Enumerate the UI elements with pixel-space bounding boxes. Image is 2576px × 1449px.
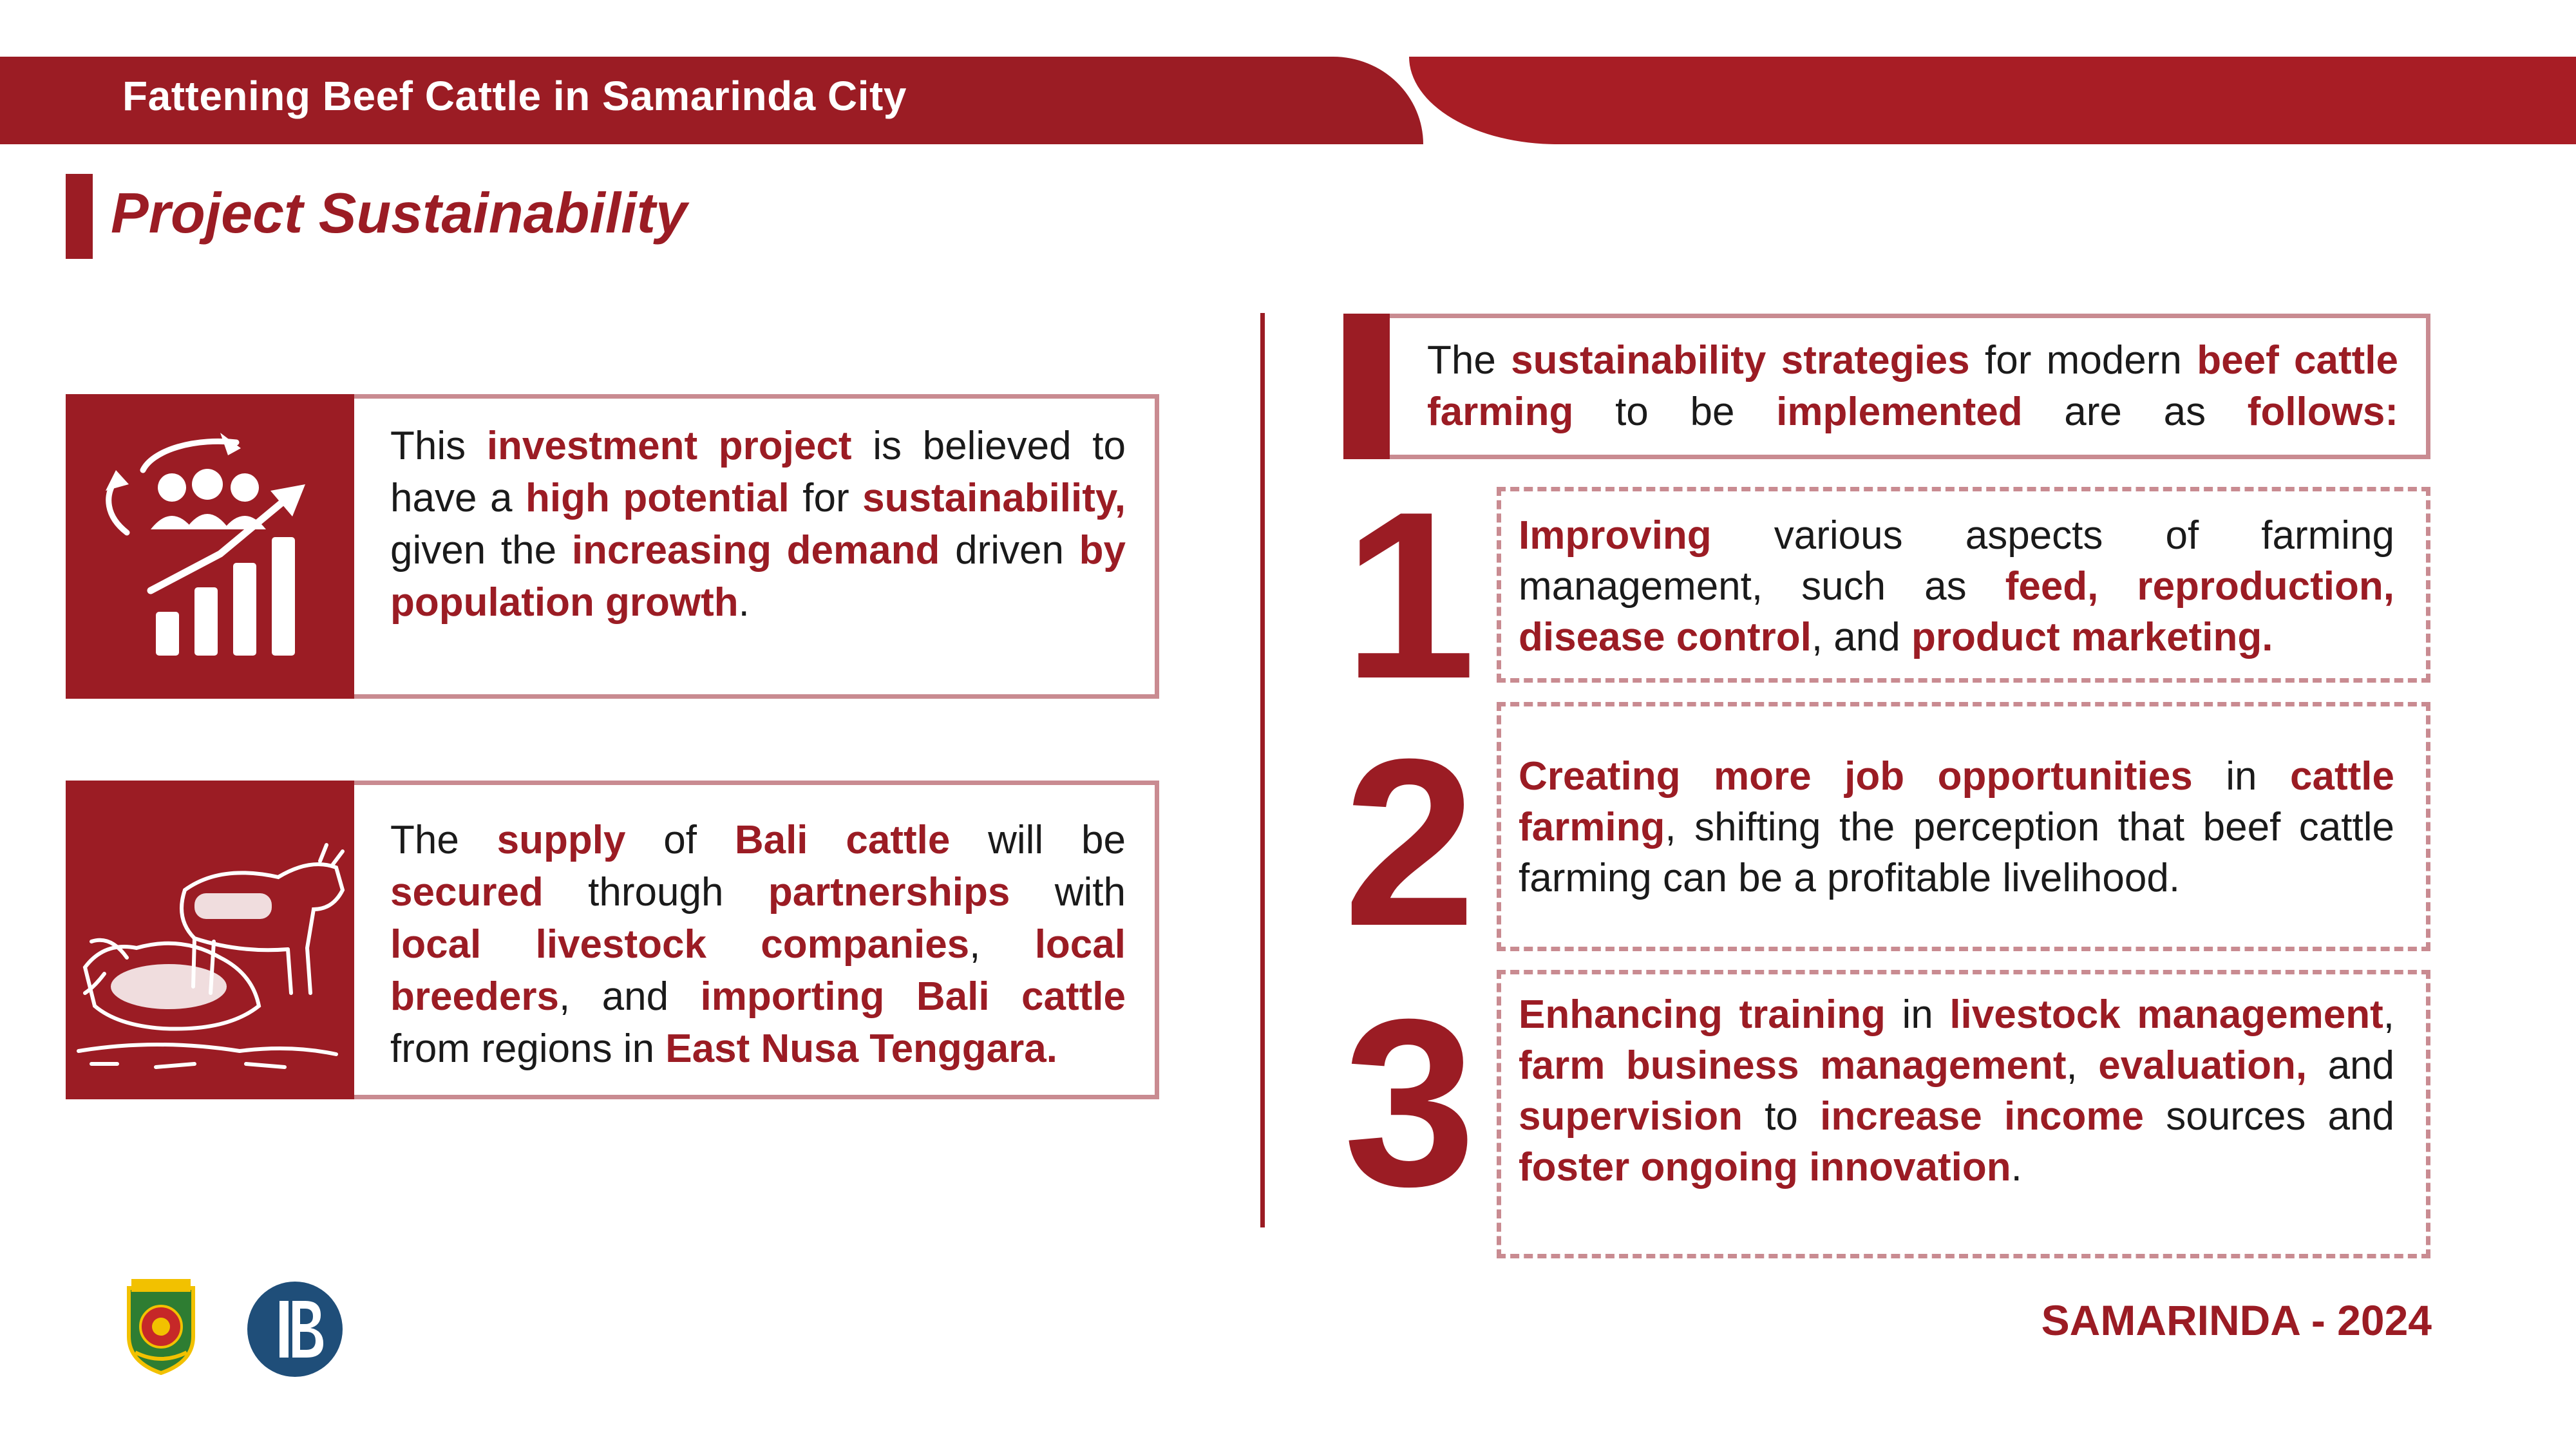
highlight-text: beef cattle farming	[1427, 338, 2399, 434]
body-text: with	[1010, 870, 1126, 914]
body-text: of	[625, 818, 735, 862]
body-text: are as	[2022, 390, 2248, 434]
body-text: .	[2011, 1145, 2022, 1189]
body-text: ,	[2383, 992, 2394, 1037]
highlight-text: increase income	[1820, 1094, 2145, 1139]
body-text: through	[543, 870, 768, 914]
cattle-illustration-icon	[66, 781, 354, 1099]
samarinda-city-emblem-icon	[122, 1275, 200, 1376]
body-text: will be	[950, 818, 1126, 862]
highlight-text: evaluation,	[2098, 1043, 2307, 1088]
body-text: driven	[940, 528, 1079, 573]
icon-panel	[66, 394, 354, 699]
body-text: This	[390, 424, 487, 468]
highlight-text: cattle farming	[1519, 754, 2394, 849]
body-text: to	[1743, 1094, 1821, 1139]
icon-panel	[66, 781, 354, 1099]
highlight-text: increasing demand	[571, 528, 940, 573]
body-text: The	[390, 818, 497, 862]
strategy-text-3	[1519, 989, 2394, 1193]
growth-chart-people-icon	[66, 394, 354, 699]
highlight-text: farm business management	[1519, 1043, 2067, 1088]
body-text: , and	[558, 974, 701, 1019]
highlight-text: supervision	[1519, 1094, 1743, 1139]
strategy-number-3: 3	[1343, 970, 1476, 1236]
highlight-text: follows:	[2247, 390, 2398, 434]
highlight-text: supply	[497, 818, 626, 862]
body-text: , shifting the perception that beef cattle farming can be a profitable livelihood.	[1519, 805, 2394, 900]
highlight-text: Bali cattle	[734, 818, 951, 862]
body-text: .	[738, 580, 750, 625]
body-text: is believed to have a	[390, 424, 1126, 520]
highlight-text: product marketing.	[1911, 615, 2273, 659]
highlight-text: local livestock companies	[390, 922, 970, 967]
strategy-text-2	[1519, 751, 2394, 904]
body-text: in	[1885, 992, 1950, 1037]
section-title-accent	[66, 174, 93, 259]
header-band-right	[1409, 57, 2576, 144]
highlight-text: investment project	[486, 424, 852, 468]
column-divider	[1260, 313, 1265, 1227]
highlight-text: Creating more job opportunities	[1519, 754, 2193, 799]
body-text: given the	[390, 528, 572, 573]
highlight-text: secured	[390, 870, 544, 914]
highlight-text: local breeders	[390, 922, 1126, 1019]
strategies-intro-text	[1427, 335, 2398, 438]
highlight-text: sustainability strategies	[1511, 338, 1970, 383]
footer-location-year: SAMARINDA - 2024	[2041, 1296, 2432, 1344]
body-text: and	[2307, 1043, 2395, 1088]
highlight-text: partnerships	[768, 870, 1010, 914]
strategy-number-1: 1	[1343, 462, 1476, 728]
body-text: various aspects of farming management, such as	[1519, 513, 2394, 609]
highlight-text: Enhancing training	[1519, 992, 1886, 1037]
body-text: in	[2192, 754, 2291, 799]
highlight-text: sustainability,	[862, 476, 1126, 520]
body-text: for	[789, 476, 863, 520]
highlight-text: high potential	[526, 476, 790, 520]
card-text-investment	[390, 420, 1126, 629]
body-text: from regions in	[390, 1027, 666, 1071]
highlight-text: feed, reproduction, disease control	[1519, 564, 2394, 659]
body-text: sources and	[2144, 1094, 2394, 1139]
section-title: Project Sustainability	[111, 181, 687, 245]
highlight-text: importing Bali cattle	[700, 974, 1126, 1019]
body-text: ,	[2066, 1043, 2099, 1088]
bank-indonesia-logo-icon	[246, 1280, 344, 1378]
highlight-text: by population growth	[390, 528, 1126, 625]
strategy-text-1	[1519, 510, 2394, 663]
body-text: The	[1427, 338, 1511, 383]
body-text: ,	[969, 922, 1035, 967]
body-text: to be	[1573, 390, 1777, 434]
highlight-text: implemented	[1776, 390, 2023, 434]
highlight-text: livestock management	[1949, 992, 2383, 1037]
body-text: , and	[1811, 615, 1911, 659]
strategy-number-2: 2	[1343, 710, 1476, 976]
highlight-text: foster ongoing innovation	[1519, 1145, 2011, 1189]
highlight-text: East Nusa Tenggara.	[665, 1027, 1057, 1071]
body-text: for modern	[1969, 338, 2197, 383]
card-text-supply	[390, 814, 1126, 1075]
document-title: Fattening Beef Cattle in Samarinda City	[122, 73, 907, 119]
strategies-intro-accent	[1343, 314, 1390, 459]
highlight-text: Improving	[1519, 513, 1712, 558]
